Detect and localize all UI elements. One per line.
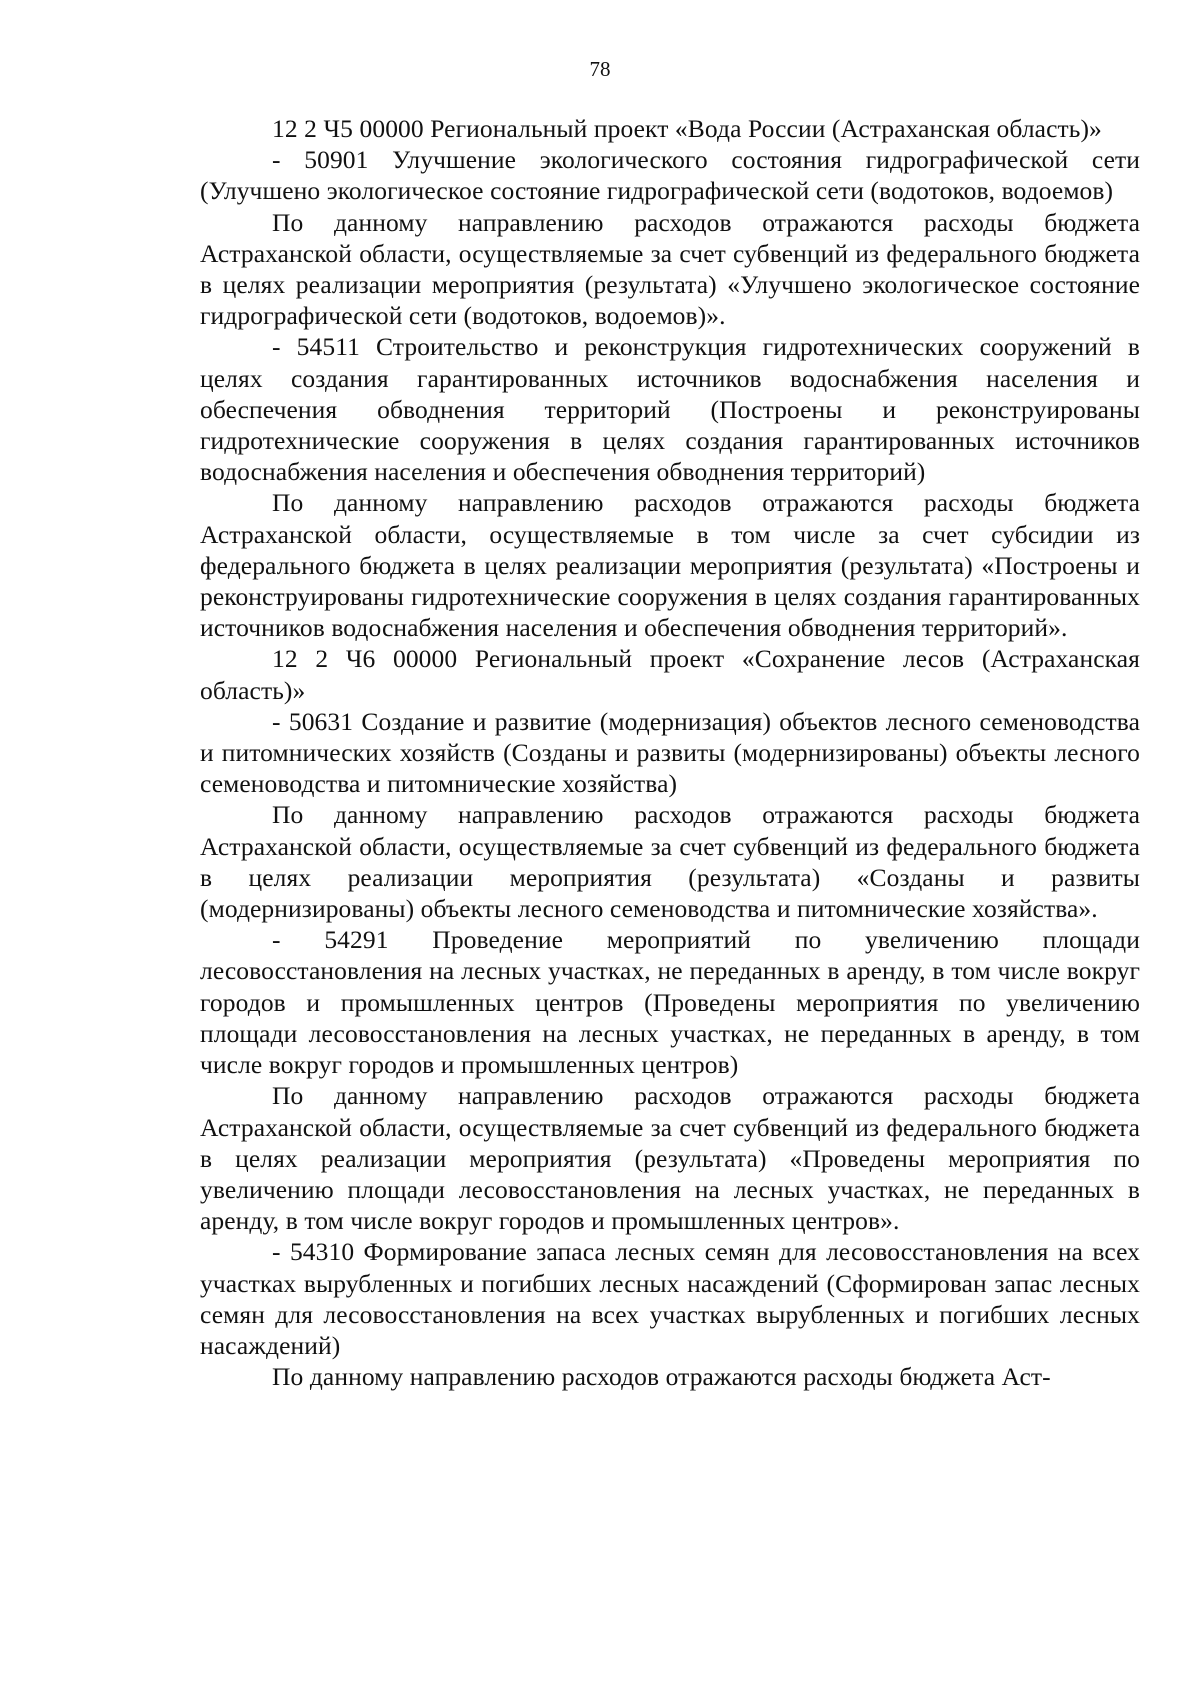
project-heading: 12 2 Ч6 00000 Региональный проект «Сохранение лесов (Астраханская область)» xyxy=(200,644,1140,705)
expense-item: - 54291 Проведение мероприятий по увеличению площади лесовосстановления на лесных участках, не переданных в аренду, в том числе вокруг городов и промышленных центров (Проведены мероприятия по увеличению площади лесовосстановления на лесных участках, не переданных в аренду, в том числе вокруг городов и промышленных центров) xyxy=(200,925,1140,1080)
expense-description: По данному направлению расходов отражаются расходы бюджета Астраханской области, осуществляемые за счет субвенций из федерального бюджета в целях реализации мероприятия (результата) «Проведены мероприятия по увеличению площади лесовосстановления на лесных участках, не переданных в аренду, в том числе вокруг городов и промышленных центров». xyxy=(200,1081,1140,1236)
project-heading: 12 2 Ч5 00000 Региональный проект «Вода России (Астраханская область)» xyxy=(272,114,1102,143)
expense-description: По данному направлению расходов отражаются расходы бюджета Астраханской области, осуществляемые за счет субвенций из федерального бюджета в целях реализации мероприятия (результата) «Улучшено экологическое состояние гидрографической сети (водотоков, водоемов)». xyxy=(200,207,1140,331)
expense-description: По данному направлению расходов отражаются расходы бюджета Астраханской области, осуществляемые в том числе за счет субсидии из федерального бюджета в целях реализации мероприятия (результата) «Построены и реконструированы гидротехнические сооружения в целях создания гарантированных источников водоснабжения населения и обеспечения обводнения территорий». xyxy=(200,488,1140,643)
expense-item: - 50631 Создание и развитие (модернизация) объектов лесного семеноводства и питомнических хозяйств (Созданы и развиты (модернизированы) объекты лесного семеноводства и питомнические хозяйства) xyxy=(200,706,1140,799)
expense-description: По данному направлению расходов отражаются расходы бюджета Аст- xyxy=(272,1362,1051,1392)
page-number: 78 xyxy=(589,57,611,81)
expense-item: - 50901 Улучшение экологического состояния гидрографической сети (Улучшено экологическое состояние гидрографической сети (водотоков, водоемов) xyxy=(200,145,1140,206)
expense-item: - 54511 Строительство и реконструкция гидротехнических сооружений в целях создания гарантированных источников водоснабжения населения и обеспечения обводнения территорий (Построены и реконструированы гидротехнические сооружения в целях создания гарантированных источников водоснабжения населения и обеспечения обводнения территорий) xyxy=(200,332,1140,487)
document-body xyxy=(200,113,1140,1392)
expense-item: - 54310 Формирование запаса лесных семян для лесовосстановления на всех участках вырубленных и погибших лесных насаждений (Сформирован запас лесных семян для лесовосстановления на всех участках вырубленных и погибших лесных насаждений) xyxy=(200,1237,1140,1360)
expense-description: По данному направлению расходов отражаются расходы бюджета Астраханской области, осуществляемые за счет субвенций из федерального бюджета в целях реализации мероприятия (результата) «Созданы и развиты (модернизированы) объекты лесного семеноводства и питомнические хозяйства». xyxy=(200,800,1140,924)
